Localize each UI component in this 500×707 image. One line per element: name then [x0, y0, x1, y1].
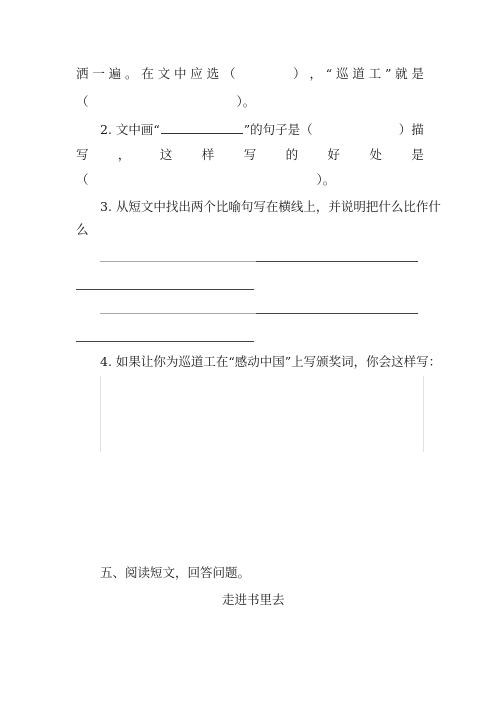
q2-suffix: ”的句子是（	[243, 122, 313, 137]
q2-line3-close-paren: ）。	[316, 172, 336, 187]
q2-line2-char: 处	[369, 147, 382, 162]
q1-line1-char: 是	[411, 66, 424, 81]
q1-line1-char: ”	[384, 66, 392, 81]
q1-line1-char: 就	[395, 66, 408, 81]
q2-line2-char: 的	[285, 147, 299, 162]
q1-line1-char: 遍	[108, 66, 122, 81]
q1-open-paren: （	[76, 94, 89, 109]
q3-answer-line-3a[interactable]	[100, 313, 256, 314]
q1-line1-char: 工	[368, 66, 382, 81]
q1-line1-char: （	[222, 66, 236, 81]
q1-line1-char: 选	[206, 66, 220, 81]
q2-line2	[76, 147, 424, 163]
q1-line1-char: 中	[173, 66, 187, 81]
q2-line2-char: 写	[243, 147, 257, 162]
q2-line2-char: 是	[411, 147, 424, 162]
section5-heading: 五、阅读短文，回答问题。	[100, 565, 251, 580]
q1-line1	[76, 66, 424, 82]
q2-line2-char: ，	[117, 147, 131, 162]
q1-line1-char: “	[325, 66, 333, 81]
q1-line1-char: 巡	[335, 66, 349, 81]
q2-line2-char: 这	[159, 147, 173, 162]
q3-answer-line-3b[interactable]	[256, 313, 418, 314]
q2-line3	[76, 172, 424, 188]
q4-answer-area[interactable]	[100, 376, 424, 452]
q2-prefix: 2. 文中画“	[100, 122, 160, 137]
q2-line2-char: 样	[201, 147, 215, 162]
q2-line1	[100, 121, 424, 138]
q1-line1-char: 在	[141, 66, 154, 81]
q2-line2-char: 写	[76, 147, 89, 162]
q1-line1-char	[239, 66, 289, 82]
q1-line2	[76, 94, 424, 110]
q2-line2-char: 好	[327, 147, 341, 162]
q2-close-miao: ）描	[398, 122, 424, 137]
q1-line1-char: 应	[190, 66, 203, 81]
q4-line1: 4. 如果让你为巡道工在“感动中国”上写颁奖词，你会这样写：	[100, 354, 442, 369]
q1-line1-char: 道	[352, 66, 365, 81]
q1-line1-char: 一	[92, 66, 105, 81]
q3-answer-line-1b[interactable]	[256, 261, 418, 262]
q3-answer-line-4[interactable]	[76, 341, 254, 342]
q1-line1-char: ）	[293, 66, 306, 81]
q2-line3-open-paren: （	[76, 172, 89, 187]
q3-answer-line-2[interactable]	[76, 289, 254, 290]
q3-line2: 么	[76, 222, 89, 237]
q1-line1-char: ，	[309, 66, 322, 81]
q1-close-paren: ）。	[236, 94, 256, 109]
q3-line1: 3. 从短文中找出两个比喻句写在横线上，并说明把什么比作什	[100, 199, 441, 214]
q2-underline-blank[interactable]	[161, 121, 243, 134]
q1-line1-char: 文	[157, 66, 171, 81]
q3-answer-line-1a[interactable]	[100, 261, 256, 262]
q1-line1-char: 洒	[76, 66, 89, 81]
passage-title: 走进书里去	[222, 592, 285, 607]
q1-line1-char: 。	[124, 66, 138, 81]
